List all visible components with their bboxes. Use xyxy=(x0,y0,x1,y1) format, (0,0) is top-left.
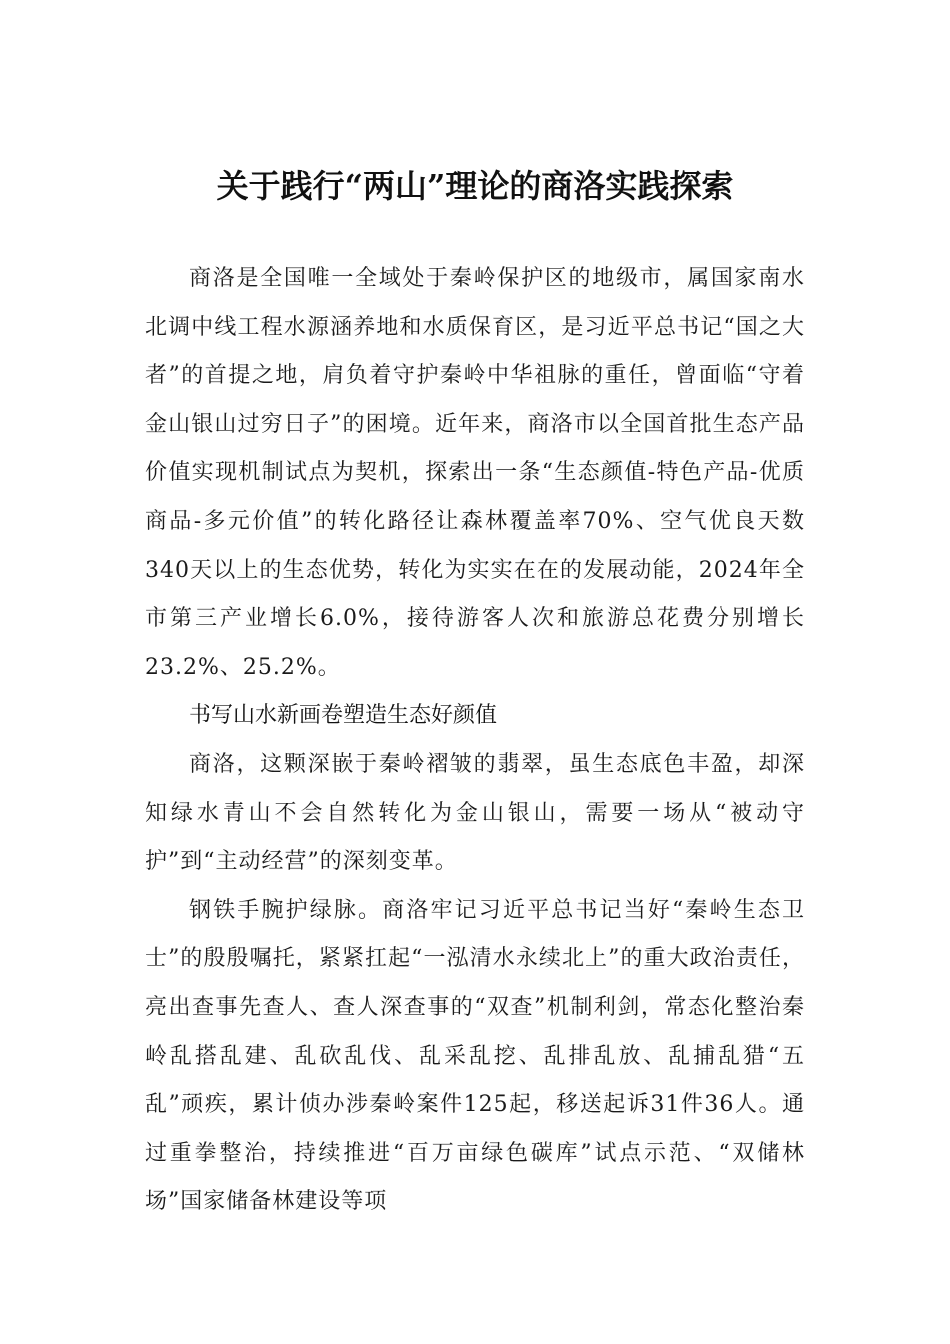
intro-paragraph: 商洛是全国唯一全域处于秦岭保护区的地级市，属国家南水北调中线工程水源涵养地和水质保育区，是习近平总书记“国之大者”的首提之地，肩负着守护秦岭中华祖脉的重任，曾面临“守着金山银山过穷日子”的困境。近年来，商洛市以全国首批生态产品价值实现机制试点为契机，探索出一条“生态颜值-特色产品-优质商品-多元价值”的转化路径让森林覆盖率70%、空气优良天数340天以上的生态优势，转化为实实在在的发展动能，2024年全市第三产业增长6.0%，接待游客人次和旅游总花费分别增长23.2%、25.2%。 xyxy=(145,266,805,680)
section-paragraph-2: 钢铁手腕护绿脉。商洛牢记习近平总书记当好“秦岭生态卫士”的殷殷嘱托，紧紧扛起“一泓清水永续北上”的重大政治责任，亮出查事先查人、查人深查事的“双查”机制利剑，常态化整治秦岭乱搭乱建、乱砍乱伐、乱采乱挖、乱排乱放、乱捕乱猎“五乱”顽疾，累计侦办涉秦岭案件125起，移送起诉31件36人。通过重拳整治，持续推进“百万亩绿色碳库”试点示范、“双储林场”国家储备林建设等项 xyxy=(145,897,805,1215)
document-title: 关于践行“两山”理论的商洛实践探索 xyxy=(216,167,734,205)
section-paragraph-1: 商洛，这颗深嵌于秦岭褶皱的翡翠，虽生态底色丰盈，却深知绿水青山不会自然转化为金山银山，需要一场从“被动守护”到“主动经营”的深刻变革。 xyxy=(145,751,805,875)
section-heading: 书写山水新画卷塑造生态好颜值 xyxy=(189,703,498,729)
document-body xyxy=(145,255,805,1227)
